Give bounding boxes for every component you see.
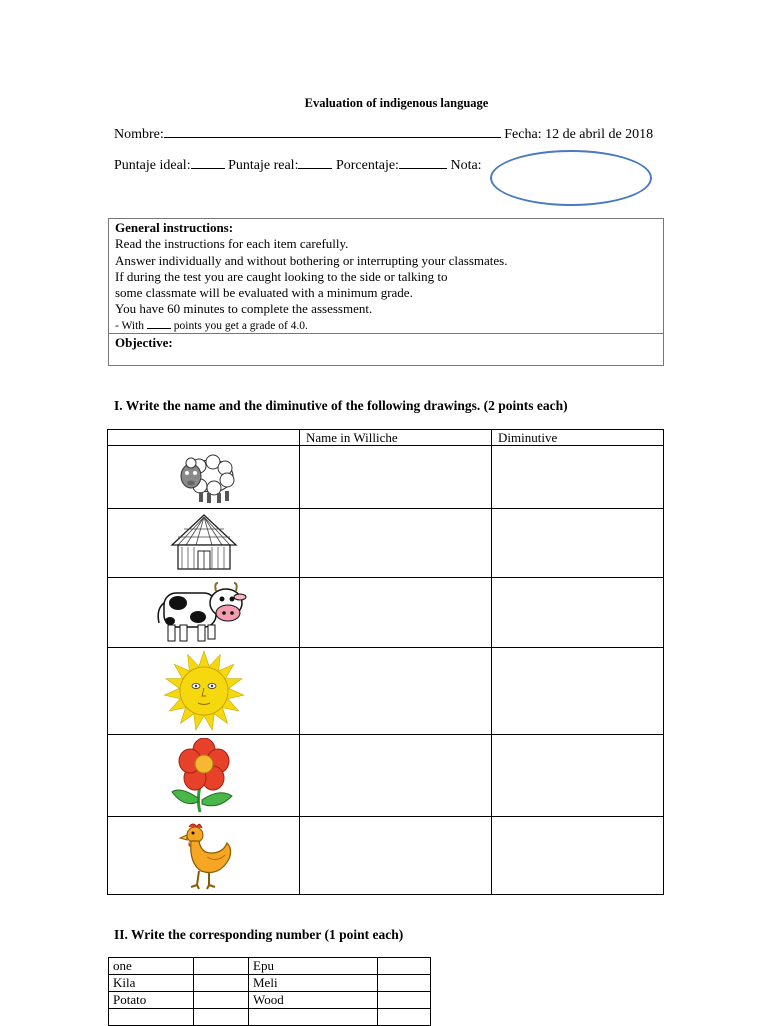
flower-icon — [108, 735, 300, 817]
sun-icon — [108, 648, 300, 735]
word-cell: Epu — [249, 958, 378, 975]
answer-cell[interactable] — [194, 1009, 249, 1026]
section2-heading: II. Write the corresponding number (1 point each) — [114, 927, 404, 942]
diminutive-cell[interactable] — [492, 817, 664, 895]
column-header-picture — [108, 430, 300, 446]
table-row — [109, 975, 431, 992]
answer-cell[interactable] — [194, 958, 249, 975]
porcentaje-label: Porcentaje: — [335, 158, 399, 173]
word-cell — [109, 1009, 194, 1026]
page-title: Evaluation of indigenous language — [304, 96, 489, 110]
diminutive-cell[interactable] — [492, 509, 664, 578]
table-header-row — [108, 430, 664, 446]
table-row — [108, 446, 664, 509]
name-cell[interactable] — [300, 509, 492, 578]
word-cell: Meli — [249, 975, 378, 992]
puntaje-real-blank[interactable] — [298, 157, 332, 169]
column-header-diminutive: Diminutive — [492, 430, 664, 446]
answer-cell[interactable] — [194, 992, 249, 1009]
puntaje-ideal-blank[interactable] — [191, 157, 225, 169]
name-cell[interactable] — [300, 578, 492, 648]
sheep-icon — [108, 446, 300, 509]
diminutive-cell[interactable] — [492, 735, 664, 817]
table-row — [109, 992, 431, 1009]
fecha-label: Fecha: 12 de abril de 2018 — [504, 127, 654, 142]
name-cell[interactable] — [300, 817, 492, 895]
instructions-heading: General instructions: — [115, 220, 234, 235]
word-cell: Potato — [109, 992, 194, 1009]
puntaje-ideal-label: Puntaje ideal: — [114, 158, 191, 173]
name-cell[interactable] — [300, 648, 492, 735]
porcentaje-blank[interactable] — [399, 157, 447, 169]
word-cell: one — [109, 958, 194, 975]
grade-line-start: - With — [115, 319, 147, 332]
numbers-table — [108, 957, 431, 1026]
points-blank[interactable] — [147, 319, 171, 329]
diminutive-cell[interactable] — [492, 446, 664, 509]
answer-cell[interactable] — [378, 975, 431, 992]
table-row — [108, 817, 664, 895]
grade-line-end: points you get a grade of 4.0. — [170, 319, 308, 332]
table-row — [108, 735, 664, 817]
column-header-name: Name in Williche — [300, 430, 492, 446]
name-cell[interactable] — [300, 735, 492, 817]
answer-cell[interactable] — [378, 1009, 431, 1026]
word-cell — [249, 1009, 378, 1026]
answer-cell[interactable] — [194, 975, 249, 992]
diminutive-cell[interactable] — [492, 578, 664, 648]
word-cell: Wood — [249, 992, 378, 1009]
name-cell[interactable] — [300, 446, 492, 509]
instruction-line: If during the test you are caught looking to the side or talking to — [115, 268, 448, 284]
score-line — [114, 157, 482, 174]
table-row — [108, 648, 664, 735]
word-cell: Kila — [109, 975, 194, 992]
puntaje-real-label: Puntaje real: — [228, 158, 299, 173]
name-date-line — [114, 126, 653, 143]
cow-icon — [108, 578, 300, 648]
instruction-line: some classmate will be evaluated with a minimum grade. — [115, 285, 413, 301]
answer-cell[interactable] — [378, 992, 431, 1009]
table-row — [108, 509, 664, 578]
nombre-label: Nombre: — [114, 127, 164, 142]
nombre-blank[interactable] — [164, 126, 501, 138]
table-row — [108, 578, 664, 648]
instruction-line: Answer individually and without bothering or interrupting your classmates. — [115, 252, 508, 268]
table-row — [109, 1009, 431, 1026]
nota-label: Nota: — [450, 158, 482, 173]
instruction-line: You have 60 minutes to complete the assessment. — [115, 301, 373, 317]
hen-icon — [108, 817, 300, 895]
grade-oval — [490, 150, 652, 206]
objective-label: Objective: — [109, 333, 663, 352]
section1-heading: I. Write the name and the diminutive of the following drawings. (2 points each) — [114, 398, 568, 413]
instruction-line: Read the instructions for each item carefully. — [115, 236, 349, 252]
hut-icon — [108, 509, 300, 578]
table-row — [109, 958, 431, 975]
diminutive-cell[interactable] — [492, 648, 664, 735]
drawings-table — [107, 429, 664, 895]
grade-line — [115, 318, 657, 334]
instructions-box — [108, 218, 664, 366]
answer-cell[interactable] — [378, 958, 431, 975]
